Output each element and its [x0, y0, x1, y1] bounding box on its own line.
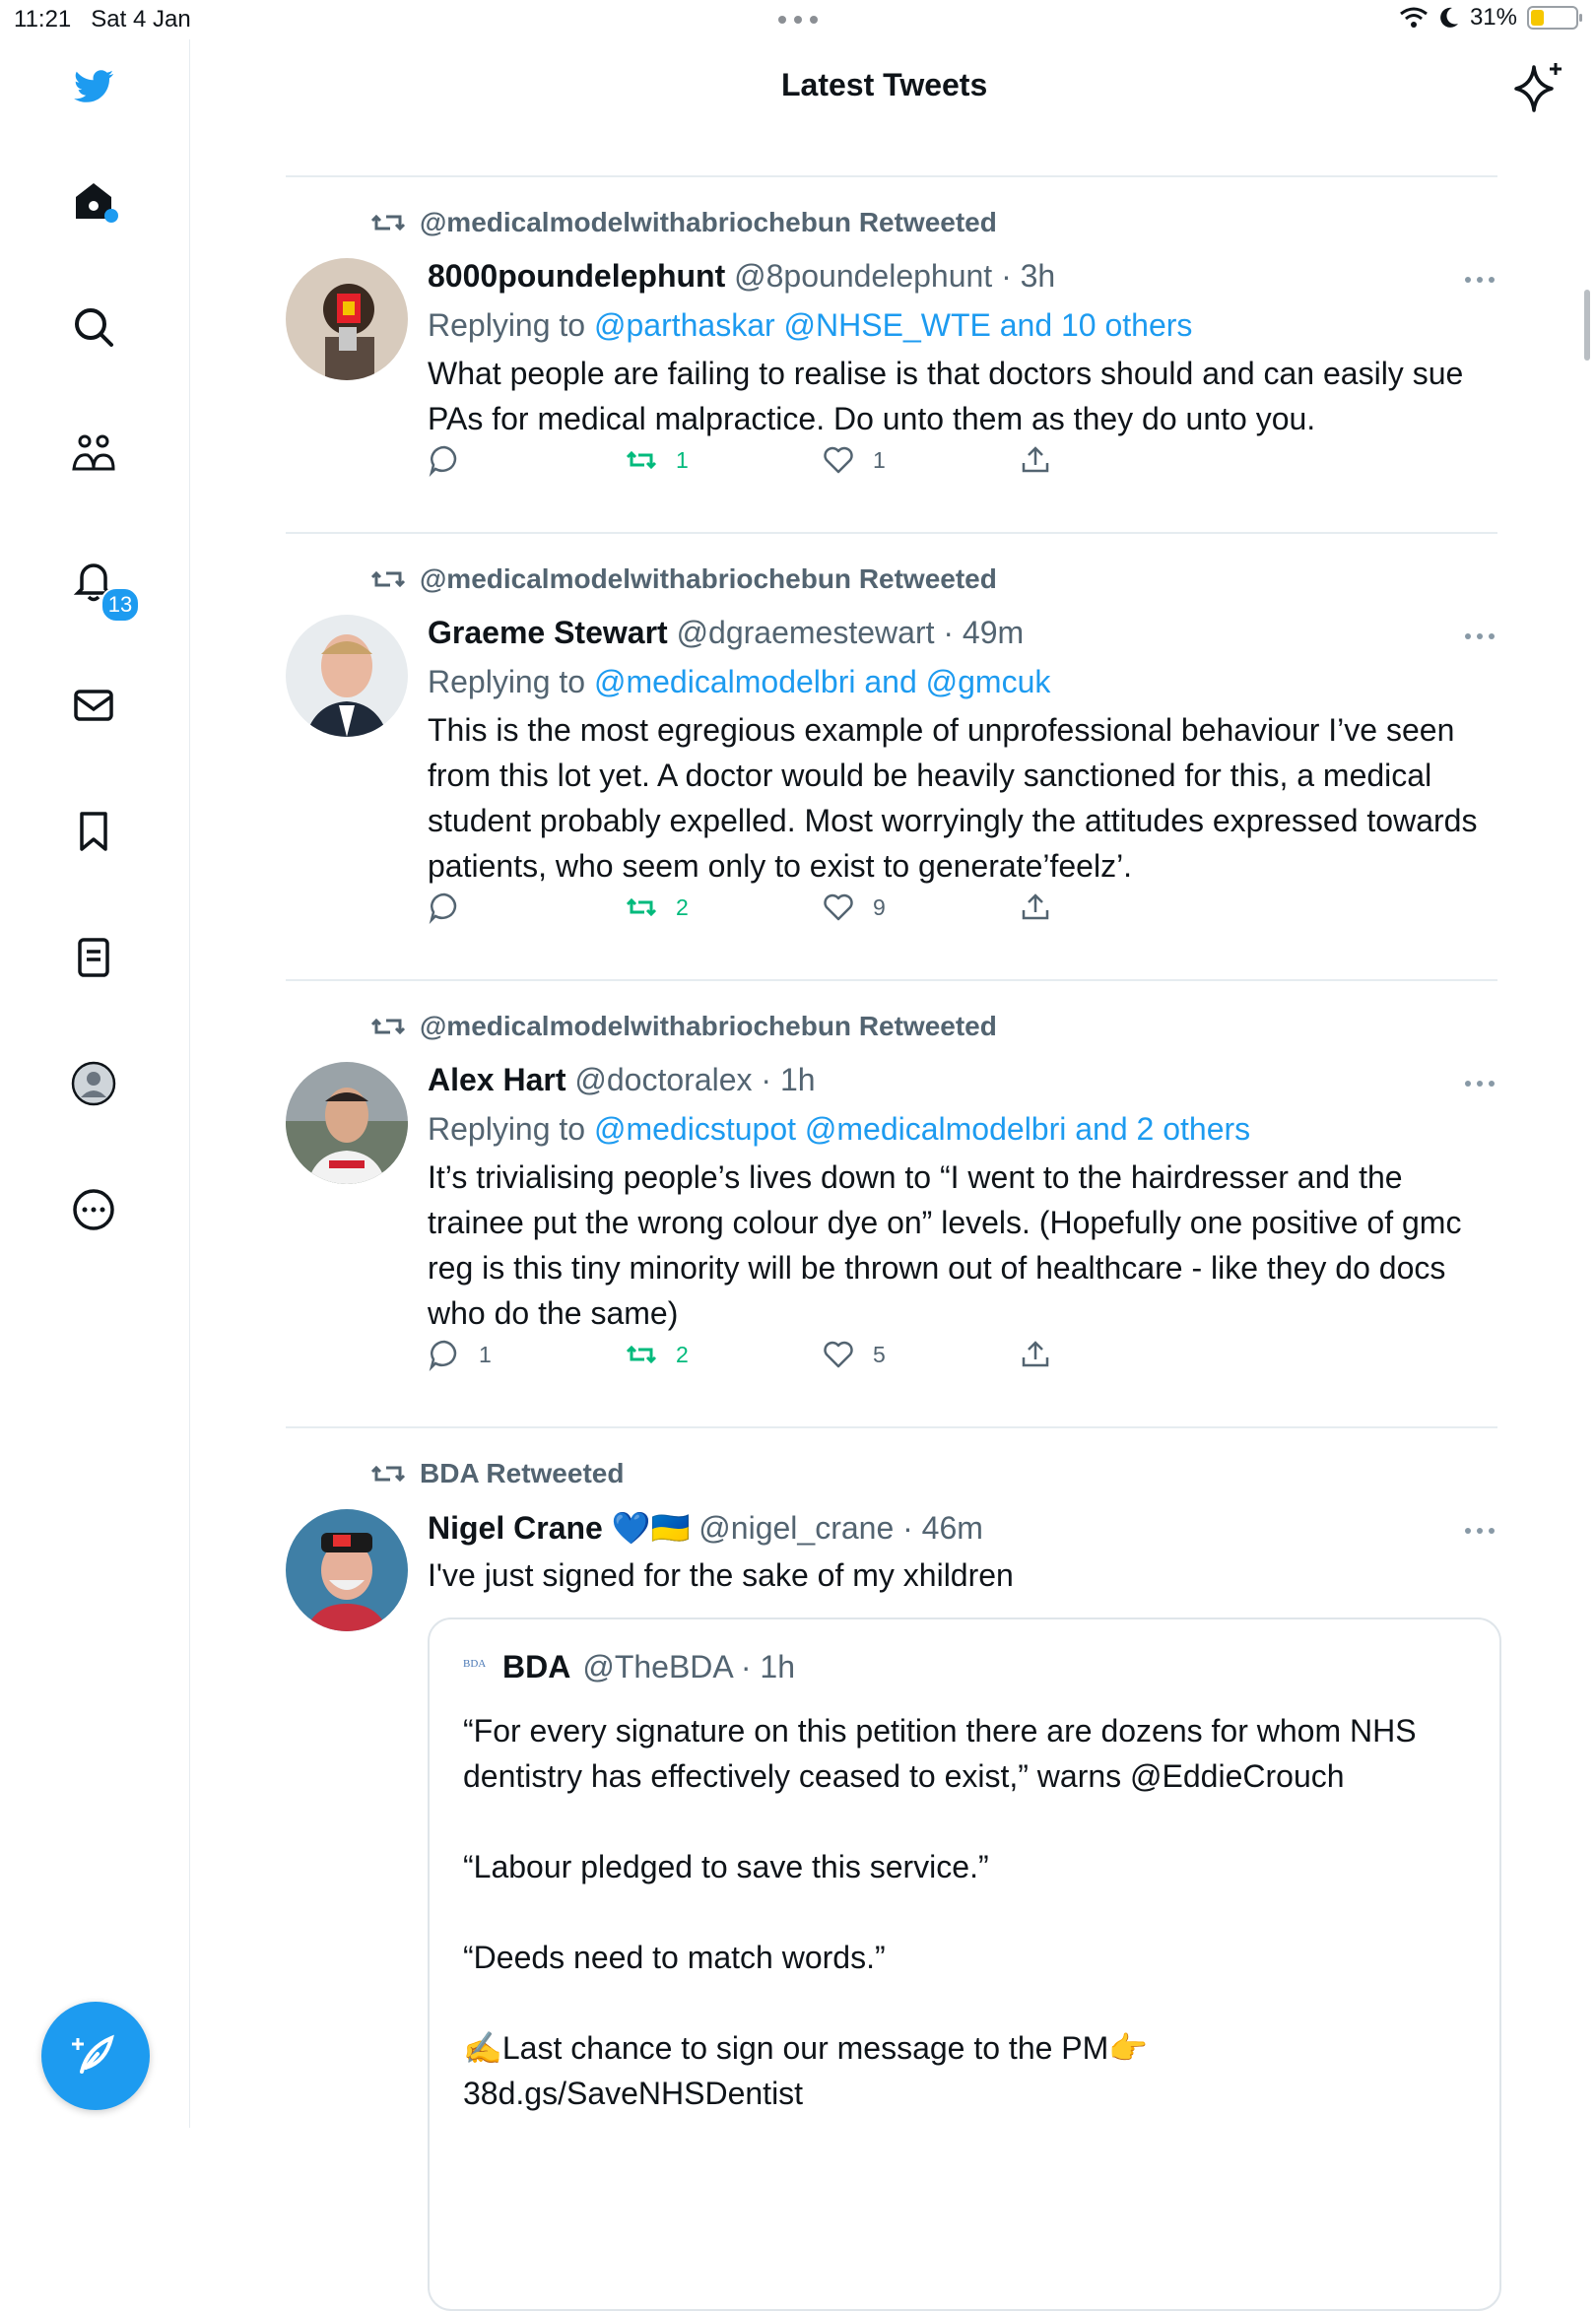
- multitasking-dots-icon[interactable]: [774, 8, 822, 32]
- tweet-text: This is the most egregious example of unprofessional behaviour I’ve seen from this lot yet. A doctor would be heavily sanctioned for this, a medical student probably expelled. Most worryingly the attitudes expressed towards patients, who seem only to exist to generate’feelz’.: [428, 712, 1487, 884]
- scrollbar[interactable]: [1584, 290, 1590, 361]
- author-handle-time[interactable]: @doctoralex · 1h: [574, 1062, 816, 1097]
- name-emoji: 💙🇺🇦: [611, 1510, 691, 1546]
- author-handle-time[interactable]: @dgraemestewart · 49m: [676, 615, 1025, 650]
- profile-icon[interactable]: [66, 1056, 121, 1111]
- quoted-author-name[interactable]: BDA: [502, 1649, 571, 1684]
- retweet-button[interactable]: 1: [625, 443, 689, 477]
- compose-tweet-icon: [68, 2028, 123, 2083]
- like-button[interactable]: 1: [822, 443, 886, 477]
- retweet-button[interactable]: 2: [625, 1338, 689, 1371]
- author-name[interactable]: Alex Hart: [428, 1062, 566, 1097]
- quoted-tweet-header: [463, 1649, 795, 1685]
- timeline-header: [190, 39, 1596, 138]
- more-options-icon[interactable]: [1462, 1521, 1497, 1541]
- battery-icon: [1527, 6, 1578, 30]
- home-unread-dot: [104, 209, 118, 223]
- tweet-text: What people are failing to realise is that doctors should and can easily sue PAs for medical malpractice. Do unto them as they do unto you.: [428, 356, 1473, 436]
- author-name[interactable]: 8000poundelephunt: [428, 258, 726, 294]
- quoted-tweet-text: “For every signature on this petition there are dozens for whom NHS dentistry has effectively ceased to exist,” warns @EddieCrouch “Labour pledged to save this service.” “Deeds need to match words.” ✍️Last chance to sign our message to the PM👉 38d.gs/SaveNHSDentist: [463, 1713, 1417, 2111]
- tweet-header: [428, 1509, 983, 1547]
- quoted-author-handle-time[interactable]: @TheBDA · 1h: [582, 1649, 796, 1684]
- page-title: Latest Tweets: [781, 67, 988, 102]
- notifications-badge: 13: [100, 587, 140, 623]
- tweet[interactable]: [286, 138, 1497, 2128]
- replying-to: Replying to @medicstupot @medicalmodelbri and 2 others: [428, 1111, 1251, 1147]
- replying-to: Replying to @parthaskar @NHSE_WTE and 10 others: [428, 307, 1193, 343]
- author-handle-time[interactable]: @nigel_crane · 46m: [698, 1510, 983, 1546]
- retweeted-by: BDA Retweeted: [370, 1458, 624, 1489]
- replying-to: Replying to @medicalmodelbri and @gmcuk: [428, 664, 1051, 699]
- reply-button[interactable]: 1: [428, 1338, 492, 1371]
- battery-percent: 31%: [1469, 4, 1517, 31]
- status-bar: [0, 0, 1596, 39]
- status-right: [1399, 4, 1578, 32]
- lists-icon[interactable]: [66, 930, 121, 985]
- retweet-button[interactable]: 2: [625, 891, 689, 924]
- search-icon[interactable]: [66, 299, 121, 355]
- author-name[interactable]: Nigel Crane: [428, 1510, 603, 1546]
- avatar[interactable]: [286, 1509, 408, 1631]
- retweet-icon: [370, 1460, 406, 1487]
- bookmarks-icon[interactable]: [66, 804, 121, 859]
- like-button[interactable]: 9: [822, 891, 886, 924]
- sparkle-icon[interactable]: [1510, 59, 1569, 118]
- author-name[interactable]: Graeme Stewart: [428, 615, 668, 650]
- quoted-tweet[interactable]: [428, 1618, 1501, 2311]
- moon-icon: [1438, 6, 1460, 30]
- replying-links[interactable]: @parthaskar @NHSE_WTE and 10 others: [593, 307, 1193, 343]
- tweet-text: I've just signed for the sake of my xhildren: [428, 1557, 1014, 1593]
- compose-tweet-button[interactable]: [41, 2002, 150, 2110]
- sidebar: [0, 39, 190, 2128]
- messages-icon[interactable]: [66, 678, 121, 733]
- tweet-text: It’s trivialising people’s lives down to “I went to the hairdresser and the trainee put the wrong colour dye on” levels. (Hopefully one positive of gmc reg is this tiny minority will be thrown out of healthcare - like they do docs who do the same): [428, 1159, 1471, 1331]
- replying-links[interactable]: @medicalmodelbri and @gmcuk: [593, 664, 1051, 699]
- author-handle-time[interactable]: @8poundelephunt · 3h: [734, 258, 1056, 294]
- twitter-logo-icon[interactable]: [66, 59, 121, 114]
- retweeted-by: @medicalmodelwithabriochebun Retweeted: [370, 207, 997, 238]
- bda-logo: BDA: [463, 1657, 487, 1670]
- retweeted-by: @medicalmodelwithabriochebun Retweeted: [370, 1011, 997, 1042]
- more-icon[interactable]: [66, 1182, 121, 1237]
- wifi-icon: [1399, 6, 1429, 30]
- status-time: 11:21 Sat 4 Jan: [14, 6, 191, 33]
- retweeted-by: @medicalmodelwithabriochebun Retweeted: [370, 563, 997, 595]
- replying-links[interactable]: @medicstupot @medicalmodelbri and 2 others: [593, 1111, 1251, 1147]
- communities-icon[interactable]: [66, 426, 121, 481]
- like-button[interactable]: 5: [822, 1338, 886, 1371]
